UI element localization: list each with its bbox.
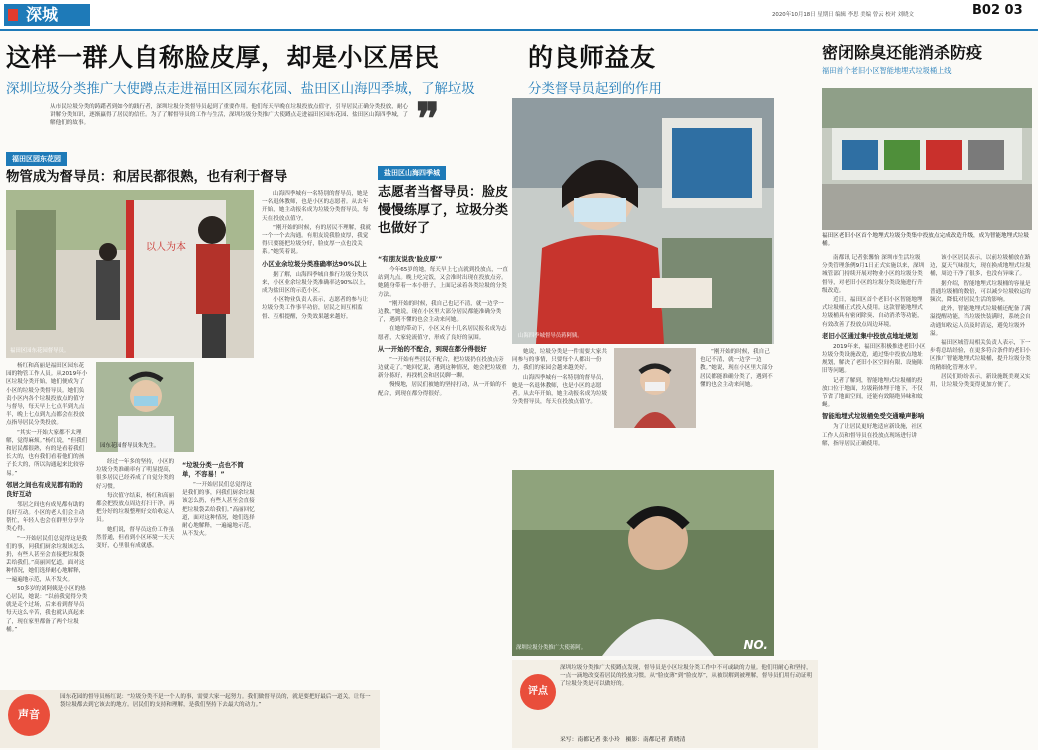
left-para-a3: 邻居之间也有成见都有助的良好互动。小区的老人们会主动帮忙，年轻人也会在群里分享分类心得。 xyxy=(6,501,85,533)
left-story-title: 物管成为督导员：和居民都很熟，也有利于督导 xyxy=(6,170,288,185)
mid-col-2 xyxy=(512,348,612,468)
portrait-photo xyxy=(512,470,774,656)
right-col-2 xyxy=(930,254,1034,728)
mid-left-col xyxy=(262,190,372,678)
left-sub2: “垃圾分类一点也不简单，不容易！” xyxy=(182,461,244,478)
mid-para-c2: 小区物业负责人表示，志愿者的参与让垃圾分类工作事半功倍，居民之间互相监督、互相提醒，分类效果越来越好。 xyxy=(262,297,369,320)
mid-para-a2: “刚开始的时候，有的居民不理解，我就一个一个去沟通。有朋友说我脸皮厚，我觉得只要能把垃圾分好，脸皮厚一点也没关系。”她笑着说。 xyxy=(262,224,371,256)
portrait-photo-illustration xyxy=(512,470,774,656)
center-photo xyxy=(512,98,774,344)
section-marker-icon xyxy=(8,9,18,21)
left-story-col-3 xyxy=(182,458,256,678)
mid-story-tag: 盐田区山海四季城 xyxy=(378,166,446,180)
center-photo-illustration xyxy=(512,98,774,344)
mid-para-d1: “一开始有些居民不配合，把垃圾扔在投放点旁边就走了。”她回忆说，遇到这种情况，她会把垃圾重新分拣好，再找机会和居民聊一聊。 xyxy=(378,356,507,380)
mid-col-1 xyxy=(378,252,508,678)
center-photo-caption: 山海四季城督导员蒋阿姨。 xyxy=(518,333,583,339)
left-story-col-1 xyxy=(6,362,88,678)
left-para-b2: 经过一年多的坚持，小区的垃圾分类准确率有了明显提高，很多居民已经养成了自觉分类的好习惯。 xyxy=(96,459,175,490)
left-para-c2: 她们说，督导员这份工作虽然普通，但看到小区环境一天天变好，心里很有成就感。 xyxy=(96,526,175,550)
right-para-a2: 近日，福田区首个老旧小区智能地埋式垃圾桶正式投入使用。这款智能地埋式垃圾桶具有密闭除臭、自动消杀等功能，有效改善了投放点周边环境。 xyxy=(822,297,923,328)
mid-sub1: “有朋友说我‘脸皮厚’” xyxy=(378,255,443,263)
headline-left: 这样一群人自称脸皮厚，却是小区居民 xyxy=(6,43,440,72)
mid-para-b3: 在她的带动下，小区又有十几名居民报名成为志愿者，大家轮流值守，形成了良好的氛围。 xyxy=(378,326,507,341)
left-main-photo xyxy=(6,190,254,358)
mid-small-photo-illustration xyxy=(614,348,696,428)
quote-mark-icon: ❞ xyxy=(416,94,440,145)
right-para-b1: 该小区居民表示，以前垃圾桶放在路边，夏天气味很大，现在换成地埋式垃圾桶，周边干净了很多，也没有异味了。 xyxy=(930,255,1031,278)
mid-para-d3: 她说，垃圾分类是一件需要大家共同参与的事情，只要每个人都出一份力，我们的家园会越来越美好。 xyxy=(512,349,607,372)
left-para-b3: 50多岁的刘阿姨是小区的热心居民，她说：“以前我觉得分类就是走个过场，后来看到督导员每天这么辛苦，我也就认真起来了，现在家里都备了两个垃圾桶。” xyxy=(6,585,88,633)
right-para-b2: 据介绍，智能地埋式垃圾桶的容量是普通垃圾桶的数倍，可以减少垃圾收运的频次，降低对居民生活的影响。 xyxy=(930,280,1031,304)
right-photo-caption: 福田区老旧小区首个地埋式垃圾分类集中投放点完成改造升级，成为智能地埋式垃圾桶。 xyxy=(822,233,1029,248)
left-inset-photo-illustration xyxy=(96,362,194,452)
date-line: 2020年10月18日 星期日 编辑 李思 美编 曾云 校对 刘晓文 xyxy=(772,12,914,18)
comment-byline: 采写：南都记者 张小玲 摄影：南都记者 黄晓清 xyxy=(560,737,686,743)
mid-small-photo xyxy=(614,348,696,428)
right-para-a1: 南都讯 记者张馨怡 深圳市生活垃圾分类管理条例9月1日正式实施以来，深圳城管部门持续开展对物业小区的垃圾分类督导，对老旧小区的垃圾分类设施进行升级改造。 xyxy=(822,255,925,294)
mid-para-c1: 据了解，山海四季城自推行垃圾分类以来，小区业余垃圾分类准确率达90%以上，成为盐田区的示范小区。 xyxy=(262,271,370,295)
right-para-c2: 记者了解到，智能地埋式垃圾桶的投放口位于地面，垃圾箱体埋于地下，不仅节省了地面空间，还能有效隔绝异味和蚊蝇。 xyxy=(822,377,923,409)
mid-para-d2: 慢慢地，居民们被她的坚持打动，从一开始的不配合，到现在都分得很好。 xyxy=(378,382,507,397)
right-para-e2: 居民们纷纷表示，新设施既美观又实用，让垃圾分类变得更加方便了。 xyxy=(930,373,1031,389)
mid-para-b2: “刚开始的时候，我自己也记不清，就一边学一边教。”她说，现在小区里大部分居民都能准确分类了，遇到不懂的也会主动来问她。 xyxy=(378,300,504,324)
left-para-a2: “其实一开始大家都不太理解，觉得麻烦。”杨红说，“但我们和居民都很熟，有的是看着我们长大的，也有我们看着他们的孩子长大的，所以沟通起来比较容易。” xyxy=(6,429,88,477)
comment-text: 深圳垃圾分类推广大使蹲点发现，督导员是小区垃圾分类工作中不可或缺的力量。他们用耐心和坚持，一点一滴地改变着居民的投放习惯。从“脸皮薄”到“脸皮厚”，从被误解到被理解，督导员们用行动证明了垃圾分类是可以做好的。 xyxy=(560,665,813,688)
right-para-c1: 2019年来，福田区积极推进老旧小区垃圾分类设施改造，通过集中投放点地址规划，解决了老旧小区空间有限、设施陈旧等问题。 xyxy=(822,343,926,375)
left-inset-photo xyxy=(96,362,194,452)
right-sub2: 智能地埋式垃圾桶免受交通噪声影响 xyxy=(822,412,925,421)
subhead-right: 分类督导员起到的作用 xyxy=(528,82,662,97)
mid-para-b1: 今年65岁的她，每天早上七点就到投放点，一直站到九点。晚上吃完饭，又会准时出现在投放点旁。她随身带着一本小册子，上面记录着各类垃圾的分类方法。 xyxy=(378,267,508,298)
right-sub1: 老旧小区通过集中投放点地址规划 xyxy=(822,331,918,340)
left-story-tag: 福田区园东花园 xyxy=(6,152,67,166)
right-col-1 xyxy=(822,254,926,728)
portrait-caption: 深圳垃圾分类推广大使蒋阿。 xyxy=(516,645,587,651)
comment-badge: 评点 xyxy=(520,674,556,710)
right-para-d2: 福田区城管局相关负责人表示，下一步将总结经验，在更多符合条件的老旧小区推广智能地埋式垃圾桶，提升垃圾分类的精细化管理水平。 xyxy=(930,340,1031,371)
right-photo-illustration xyxy=(822,88,1032,230)
section-label: 深城 xyxy=(4,4,90,26)
left-inset-caption: 园东花园督导员朱先生。 xyxy=(100,443,160,449)
left-main-photo-illustration xyxy=(6,190,254,358)
page-number: B02 03 xyxy=(972,3,1023,18)
left-sub1: 邻居之间也有成见都有助的良好互动 xyxy=(6,480,83,498)
right-photo xyxy=(822,88,1032,230)
mid-para-a1: 山海四季城有一名特别的督导员，她是一名退休教师，也是小区的志愿者。从去年开始，她主动报名成为垃圾分类督导员，每天在投放点值守。 xyxy=(262,191,369,222)
right-story-title: 密闭除臭还能消杀防疫 xyxy=(822,43,983,62)
mid-col-3 xyxy=(700,348,774,468)
svg-text:以人为本: 以人为本 xyxy=(146,242,186,253)
left-story-col-2 xyxy=(96,458,178,678)
right-story-subtitle: 福田首个老旧小区智能地埋式垃圾桶上线 xyxy=(822,66,952,75)
right-para-d1: 此外，智能地埋式垃圾桶还配备了满溢提醒功能，当垃圾快装满时，系统会自动通知收运人员及时清运，避免垃圾外溢。 xyxy=(930,306,1031,337)
mid-para-a1-b: 山海四季城有一名特别的督导员，她是一名退休教师，也是小区的志愿者。从去年开始，她主动报名成为垃圾分类督导员，每天在投放点值守。 xyxy=(512,374,608,406)
left-para-b1: “一开始居民们总觉得这是我们的事，问我们厨余垃圾该怎么扔，有些人甚至会直接把垃圾袋丢给我们。”高丽回忆道，面对这种情况，她们选择耐心地解释，一遍遍地示范，从不发火。 xyxy=(6,535,88,583)
headline-right: 的良师益友 xyxy=(528,43,656,72)
intro-text: 从市民垃圾分类的踌躇者到如今的践行者，深圳垃圾分类督导员起到了重要作用。他们每天早晚在垃圾投放点值守，引导居民正确分类投放，耐心讲解分类知识，逐渐赢得了居民的信任。为了了解督导员的工作与生活，深圳垃圾分类推广大使蹲点走进福田区园东花园、盐田区山海四季城，了解他们的故事。 xyxy=(50,104,409,127)
left-para-a1: 杨红和高丽是福田区园东花园的物管工作人员。从2019年小区垃圾分类开始，她们便成为了小区的垃圾分类督导员。她们负责小区内各个垃圾投放点的值守与督导，每天早上七点半到九点半，晚上七点到九点都会在投放点指导居民分类投放。 xyxy=(6,363,88,427)
left-para-b2-copy: “一开始居民们总觉得这是我们的事，问我们厨余垃圾该怎么扔，有些人甚至会直接把垃圾袋丢给我们。”高丽回忆道，面对这种情况，她们选择耐心地解释，一遍遍地示范，从不发火。 xyxy=(182,482,255,538)
mid-sub3: 从一开始的不配合，到现在都分得很好 xyxy=(378,344,487,353)
mid-story-title: 志愿者当督导员：脸皮慢慢练厚了，垃圾分类也做好了 xyxy=(378,185,509,236)
left-para-c1: 每次值守结束，杨红和高丽都会把投放点周边打扫干净，再把分好的垃圾整理好交给收运人员。 xyxy=(96,492,175,524)
right-para-e1: 为了让居民更好地适应新设施，社区工作人员和督导员在投放点现场进行讲解，指导居民正确使用。 xyxy=(822,424,923,447)
voice-text: 园东花园的督导员杨红说：“垃圾分类不是一个人的事，需要大家一起努力。我们做督导员的，就是要把好最后一道关，让每一袋垃圾都去到它该去的地方。居民们的支持和理解，是我们坚持下去最大的动力。” xyxy=(60,694,371,709)
photo-brand-logo: NO. xyxy=(743,638,768,652)
left-main-photo-caption: 福田区园东花园督导员。 xyxy=(10,348,70,354)
voice-badge: 声音 xyxy=(8,694,50,736)
masthead-rule xyxy=(0,29,1038,31)
mid-sub2: 小区业余垃圾分类准确率达90%以上 xyxy=(262,259,367,268)
mid-para-b2-b: “刚开始的时候，我自己也记不清，就一边学一边教。”她说，现在小区里大部分居民都能准确分类了，遇到不懂的也会主动来问她。 xyxy=(700,349,773,388)
subhead-left: 深圳垃圾分类推广大使蹲点走进福田区园东花园、盐田区山海四季城，了解垃圾 xyxy=(6,82,475,97)
